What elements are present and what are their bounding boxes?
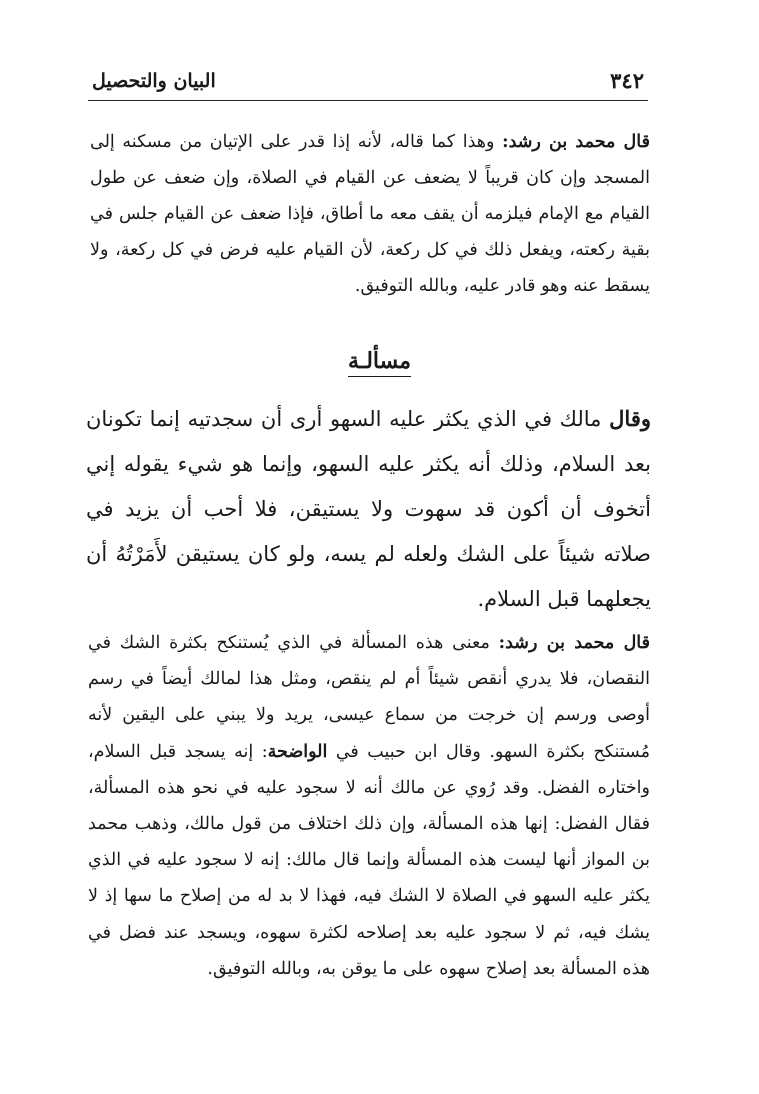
speaker-label: وقال [609,406,651,431]
paragraph-text: مالك في الذي يكثر عليه السهو أرى أن سجدتيه إنما تكونان بعد السلام، وذلك أنه يكثر عليه السهو، وإنما هو شيء يقوله إني أتخوف أن أكون قد سهوت ولا يستيقن، فلا أحب أن يزيد في صلاته شيئاً على الشك ولعله لم يسه، ولو كان يستيقن لأَمَرْتُهُ أن يجعلهما قبل السلام. [86,407,651,611]
paragraph-text: وهذا كما قاله، لأنه إذا قدر على الإتيان من مسكنه إلى المسجد وإن كان قريباً لا يضعف عن القيام في الصلاة، وإن ضعف عن طول القيام مع الإمام فيلزمه أن يقف معه ما أطاق، فإذا ضعف عن القيام جلس في بقية ركعته، ويفعل ذلك في كل ركعة، لأن القيام عليه فرض في كل ركعة، ولا يسقط عنه وهو قادر عليه، وبالله التوفيق. [90,132,650,296]
speaker-label: قال محمد بن رشد: [498,633,650,653]
issue-paragraph [86,396,651,622]
commentary-paragraph-1 [90,124,650,304]
book-title: البيان والتحصيل [92,70,216,92]
page-header [88,66,648,101]
source-title: الواضحة [267,741,328,762]
speaker-label: قال محمد بن رشد: [502,132,650,152]
section-title-text: مسألـة [348,348,411,377]
page-number: ٣٤٢ [610,68,644,93]
section-title [0,348,759,374]
paragraph-text: : إنه يسجد قبل السلام، واختاره الفضل. وقد رُوي عن مالك أنه لا سجود عليه في نحو هذه المسألة، فقال الفضل: إنها هذه المسألة، وإن ذلك اختلاف من قول مالك، وذهب محمد بن المواز أنها ليست هذه المسألة وإنما قال مالك: إنه لا سجود عليه في الذي يكثر عليه السهو في الصلاة لا الشك فيه، فهذا لا بد له من إصلاح ما سها إذ لا يشك فيه، ثم لا سجود عليه بعد إصلاحه لكثرة سهوه، ويسجد عند فضل في هذه المسألة بعد إصلاح سهوه على ما يوقن به، وبالله التوفيق. [88,741,650,979]
paragraph-text: معنى هذه المسألة في الذي يُستنكح بكثرة الشك في النقصان، فلا يدري أنقص شيئاً أم لم ينقص، ومثل هذا لمالك أيضاً في رسم أوصى ورسم إن خرجت من سماع عيسى، يريد ولا يبني على اليقين لأنه مُستنكح بكثرة السهو. وقال ابن حبيب في [88,633,650,762]
commentary-paragraph-2 [88,625,650,987]
